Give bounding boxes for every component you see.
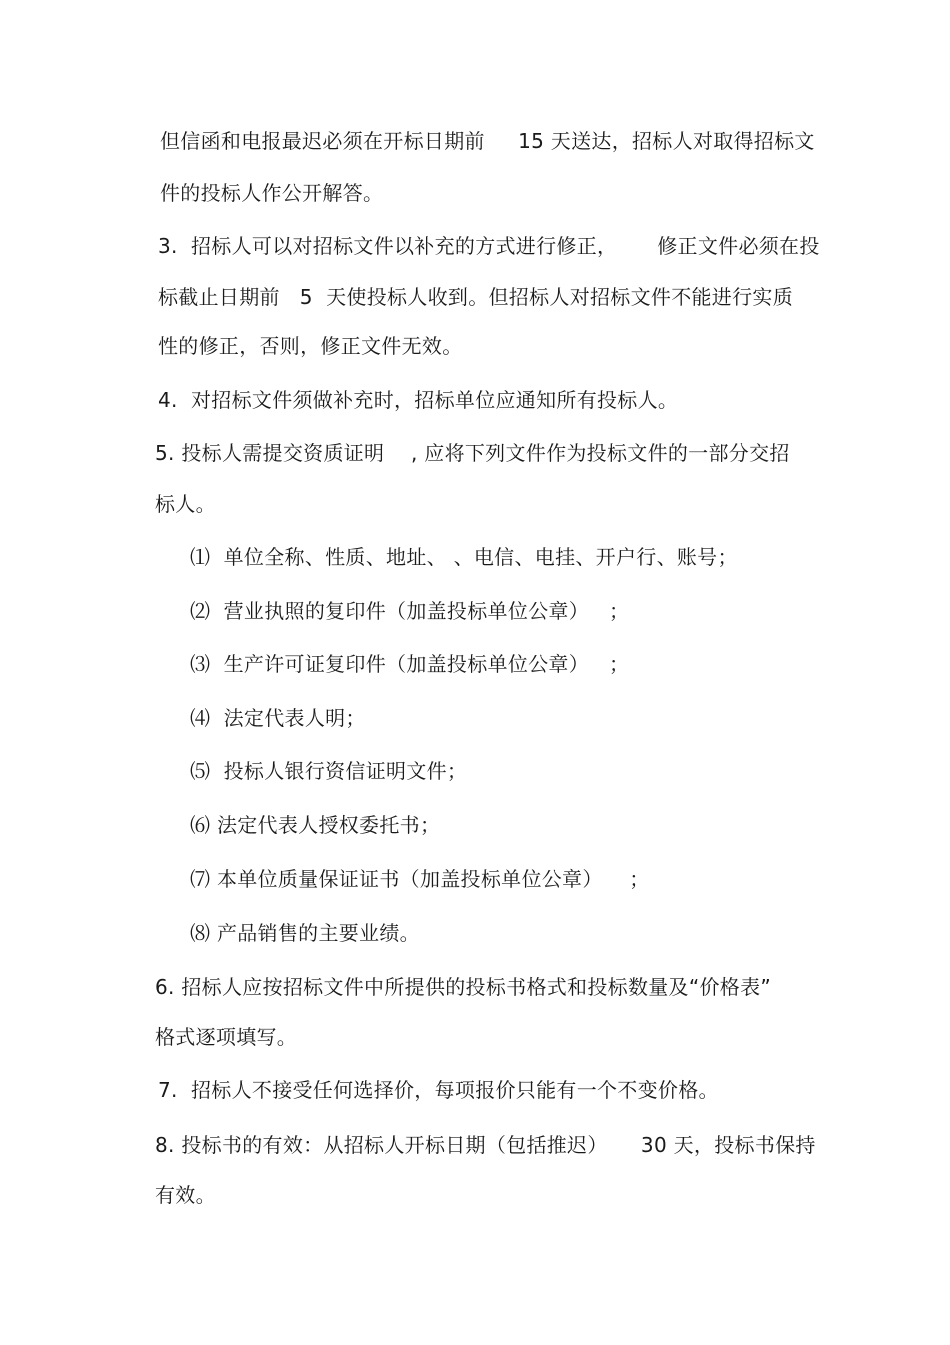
text-line: 6. 招标人应按招标文件中所提供的投标书格式和投标数量及“价格表” — [155, 975, 772, 999]
text-line: 5. 投标人需提交资质证明 , 应将下列文件作为投标文件的一部分交招 — [155, 441, 790, 465]
text-line: 性的修正，否则，修正文件无效。 — [158, 334, 463, 358]
list-item: ⑸ 投标人银行资信证明文件； — [190, 759, 468, 783]
text-line: 8. 投标书的有效：从招标人开标日期（包括推迟） 30 天，投标书保持 — [155, 1133, 816, 1157]
list-item: ⑺ 本单位质量保证证书（加盖投标单位公章） ； — [190, 867, 650, 891]
text-line: 格式逐项填写。 — [155, 1025, 298, 1049]
text-line: 7. 招标人不接受任何选择价，每项报价只能有一个不变价格。 — [158, 1078, 719, 1102]
list-item: ⑵ 营业执照的复印件（加盖投标单位公章） ； — [190, 599, 630, 623]
list-item: ⑴ 单位全称、性质、地址、 、电信、电挂、开户行、账号； — [190, 545, 738, 569]
list-item: ⑻ 产品销售的主要业绩。 — [190, 921, 420, 945]
text-line: 件的投标人作公开解答。 — [160, 181, 384, 205]
text-line: 但信函和电报最迟必须在开标日期前 15 天送达，招标人对取得招标文 — [160, 129, 815, 153]
text-line: 标人。 — [155, 492, 216, 516]
text-line: 标截止日期前 5 天使投标人收到。但招标人对招标文件不能进行实质 — [158, 285, 794, 309]
text-line: 3. 招标人可以对招标文件以补充的方式进行修正， 修正文件必须在投 — [158, 234, 820, 258]
list-item: ⑶ 生产许可证复印件（加盖投标单位公章） ； — [190, 652, 630, 676]
text-line: 4. 对招标文件须做补充时，招标单位应通知所有投标人。 — [158, 388, 679, 412]
text-line: 有效。 — [155, 1183, 216, 1207]
list-item: ⑹ 法定代表人授权委托书； — [190, 813, 441, 837]
list-item: ⑷ 法定代表人明； — [190, 706, 366, 730]
